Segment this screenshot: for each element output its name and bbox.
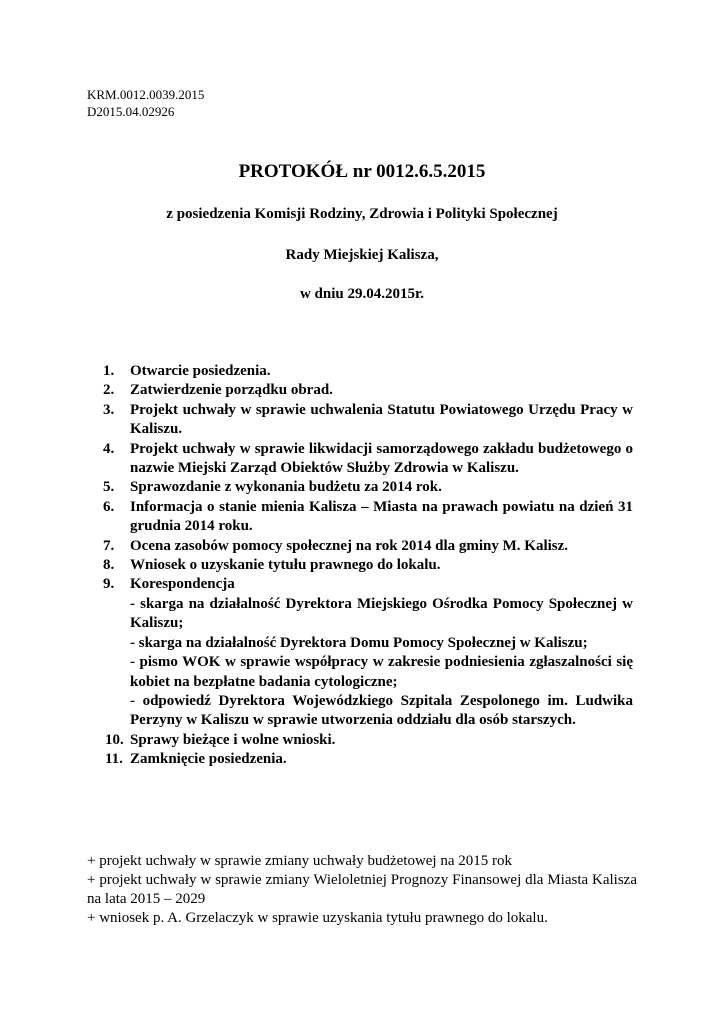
correspondence-subitem: - odpowiedź Dyrektora Wojewódzkiego Szpitala Zespolonego im. Ludwika Perzyny w Kaliszu w sprawie utworzenia oddziału dla osób starszych. [130, 692, 633, 729]
agenda-item-number: 9. [103, 576, 115, 593]
agenda-item-text: Otwarcie posiedzenia. [130, 363, 271, 379]
agenda-item-number: 3. [103, 401, 115, 418]
date-line: w dniu 29.04.2015r. [299, 286, 425, 302]
agenda-item [103, 440, 633, 479]
agenda-item-text: Wniosek o uzyskanie tytułu prawnego do lokalu. [130, 557, 441, 574]
additional-items [87, 852, 637, 928]
agenda-item-text: Ocena zasobów pomocy społecznej na rok 2014 dla gminy M. Kalisz. [130, 537, 569, 554]
agenda-item [103, 362, 633, 381]
agenda-item [103, 537, 633, 556]
council-line: Rady Miejskiej Kalisza, [285, 247, 439, 263]
agenda-item [103, 478, 633, 497]
agenda-item-number: 6. [103, 498, 115, 515]
agenda-item-number: 8. [103, 557, 115, 574]
agenda-item-number: 4. [103, 440, 115, 457]
agenda-item-number: 2. [103, 382, 115, 399]
agenda-item [103, 498, 633, 537]
correspondence-subitem: - pismo WOK w sprawie współpracy w zakresie podniesienia zgłaszalności się kobiet na bezpłatne badania cytologiczne; [130, 654, 633, 690]
agenda-item-text: Informacja o stanie mienia Kalisza – Miasta na prawach powiatu na dzień 31 grudnia 2014 roku. [130, 498, 633, 535]
correspondence-subitem: - skarga na działalność Dyrektora Miejskiego Ośrodka Pomocy Społecznej w Kaliszu; [130, 595, 633, 632]
agenda-item-text: Korespondencja [130, 576, 235, 593]
committee-line: z posiedzenia Komisji Rodziny, Zdrowia i Polityki Społecznej [166, 206, 558, 222]
agenda-item-correspondence [103, 575, 633, 730]
agenda-item-number: 7. [103, 537, 115, 554]
agenda-item-text: Zatwierdzenie porządku obrad. [130, 382, 333, 399]
reference-number: KRM.0012.0039.2015 [87, 87, 205, 102]
agenda-item-number: 10. [105, 731, 124, 748]
agenda-item [103, 381, 633, 400]
agenda-item [103, 731, 633, 750]
page-title: PROTOKÓŁ nr 0012.6.5.2015 [238, 161, 486, 182]
agenda-item-text: Sprawy bieżące i wolne wnioski. [130, 731, 336, 748]
agenda-item-number: 1. [103, 363, 115, 379]
agenda-item-text: Sprawozdanie z wykonania budżetu za 2014 rok. [130, 479, 442, 496]
additional-item: + wniosek p. A. Grzelaczyk w sprawie uzyskania tytułu prawnego do lokalu. [87, 910, 548, 926]
document-number: D2015.04.02926 [87, 104, 175, 119]
agenda-list [103, 362, 633, 770]
agenda-item [103, 750, 633, 769]
additional-item: + projekt uchwały w sprawie zmiany uchwały budżetowej na 2015 rok [87, 853, 513, 869]
additional-item: + projekt uchwały w sprawie zmiany Wieloletniej Prognozy Finansowej dla Miasta Kalisza na lata 2015 – 2029 [87, 872, 637, 907]
document-reference [87, 86, 204, 120]
agenda-item-text: Projekt uchwały w sprawie likwidacji samorządowego zakładu budżetowego o nazwie Miejski Zarząd Obiektów Służby Zdrowia w Kaliszu. [130, 440, 633, 477]
agenda-item-number: 5. [103, 479, 115, 496]
agenda-item-number: 11. [105, 751, 123, 768]
agenda-item [103, 401, 633, 440]
correspondence-subitem: - skarga na działalność Dyrektora Domu Pomocy Społecznej w Kaliszu; [130, 634, 588, 651]
agenda-item-text: Projekt uchwały w sprawie uchwalenia Statutu Powiatowego Urzędu Pracy w Kaliszu. [130, 401, 633, 438]
agenda-item [103, 556, 633, 575]
agenda-item-text: Zamknięcie posiedzenia. [130, 751, 287, 768]
